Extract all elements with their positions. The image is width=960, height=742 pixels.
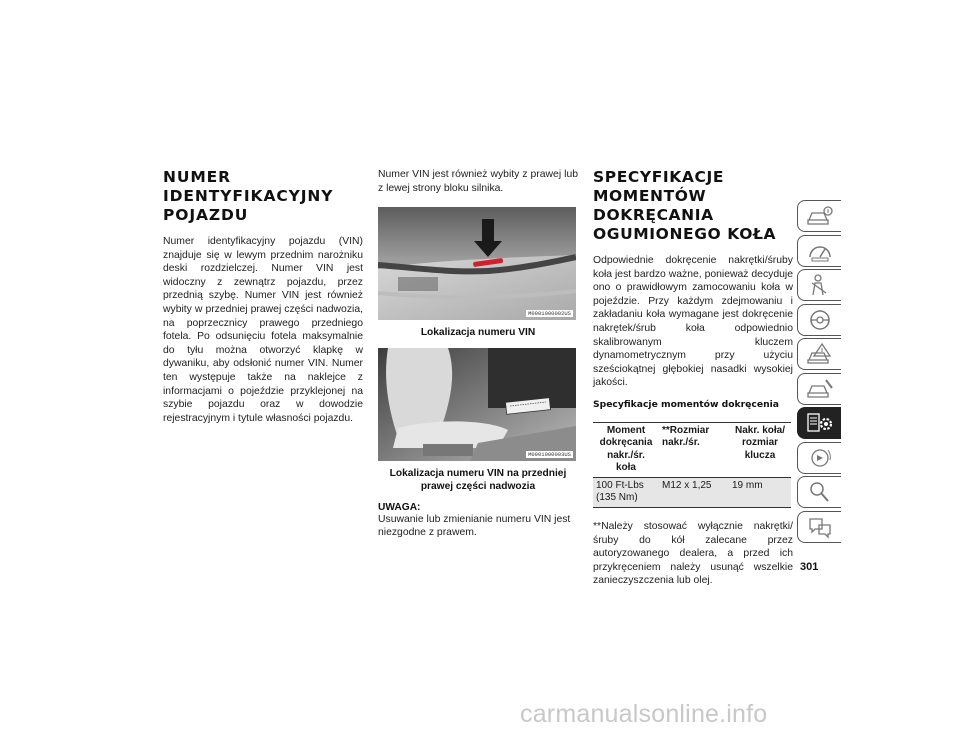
tab-service[interactable] — [797, 373, 841, 405]
section-title-vin: NUMER IDENTYFIKACYJNY POJAZDU — [163, 168, 334, 224]
torque-subheading: Specyfikacje momentów dokręcenia — [593, 398, 779, 410]
vin-body-text: Numer identyfikacyjny pojazdu (VIN) znajduje się w lewym przednim narożniku deski rozdzielczej. Numer VIN jest widoczny z zewnątrz pojazdu, przez przednią szybę. Numer VIN jest również wybity w przedniej prawej części nadwozia, na poprzecznicy prawego przedniego fotela. Po odsunięciu fotela maksymalnie do tyłu można otworzyć klapkę w dywaniku, aby odsłonić numer VIN. Numer ten występuje także na naklejce z informacjami o pojeździe przyklejonej na szybie pojazdu oraz w dowodzie rejestracyjnym i tytule własności pojazdu. — [163, 236, 363, 424]
torque-table — [593, 422, 791, 508]
tab-emergency[interactable] — [797, 338, 841, 370]
column-vin — [163, 168, 363, 425]
tab-language[interactable] — [797, 511, 841, 543]
steering-wheel-icon — [806, 308, 834, 332]
vin-location-photo — [378, 207, 576, 320]
table-cell: 19 mm — [729, 477, 791, 507]
vin-seat-photo — [378, 348, 576, 461]
tab-car-info[interactable] — [797, 200, 841, 232]
emergency-icon — [806, 342, 834, 366]
tab-dashboard-lights[interactable] — [797, 235, 841, 267]
multimedia-icon — [806, 446, 834, 470]
watermark: carmanualsonline.info — [520, 700, 768, 728]
figure-caption-seat: Lokalizacja numeru VIN na przedniej prawej części nadwozia — [389, 467, 567, 493]
tab-index[interactable] — [797, 476, 841, 508]
column-vin-figures — [378, 168, 578, 540]
language-icon — [806, 515, 834, 539]
service-car-icon — [806, 377, 834, 401]
tab-steering[interactable] — [797, 304, 841, 336]
tab-safety[interactable] — [797, 269, 841, 301]
car-info-icon — [806, 204, 834, 228]
table-cell: M12 x 1,25 — [659, 477, 729, 507]
search-index-icon — [806, 480, 834, 504]
table-header-row — [593, 422, 791, 477]
figure-caption-vin: Lokalizacja numeru VIN — [420, 327, 536, 339]
torque-body-text: Odpowiednie dokręcenie nakrętki/śruby koła jest bardzo ważne, ponieważ decyduje ono o prawidłowym zamocowaniu koła w pojeździe. Przy każdym zdejmowaniu i zakładaniu koła wymagane jest dokręcenie nakrętek/śrub koła odpowiednio skalibrowanym kluczem dynamometrycznym przy użyciu sześciokątnej głębokiej nasadki wysokiej jakości. — [593, 255, 793, 389]
figure-code: M0901000002US — [528, 310, 571, 318]
vin-engine-text: Numer VIN jest również wybity z prawej lub z lewej strony bloku silnika. — [378, 169, 578, 194]
note-text: Usuwanie lub zmienianie numeru VIN jest niezgodne z prawem. — [378, 513, 571, 539]
section-title-torque: SPECYFIKACJE MOMENTÓW DOKRĘCANIA OGUMIONEGO KOŁA — [593, 168, 777, 243]
page-number: 301 — [800, 561, 819, 573]
chapter-tabs — [797, 200, 841, 545]
table-header-cell: **Rozmiar nakr./śr. — [659, 422, 729, 477]
tab-specifications[interactable] — [797, 407, 841, 439]
table-header-cell: Moment dokręcania nakr./śr. koła — [593, 422, 659, 477]
safety-icon — [806, 273, 834, 297]
specifications-gear-icon — [806, 411, 834, 435]
torque-footnote: **Należy stosować wyłącznie nakrętki/śruby do kół zalecane przez autoryzowanego dealera, a przed ich przykręceniem należy usunąć wszelkie zanieczyszczenia lub olej. — [593, 520, 793, 587]
dashboard-lights-icon — [806, 239, 834, 263]
tab-multimedia[interactable] — [797, 442, 841, 474]
table-row — [593, 477, 791, 507]
note-title: UWAGA: — [378, 501, 421, 513]
figure-code: M0901000003US — [528, 450, 571, 458]
column-torque — [593, 168, 793, 588]
table-cell: 100 Ft-Lbs (135 Nm) — [593, 477, 659, 507]
table-header-cell: Nakr. koła/ rozmiar klucza — [729, 422, 791, 477]
